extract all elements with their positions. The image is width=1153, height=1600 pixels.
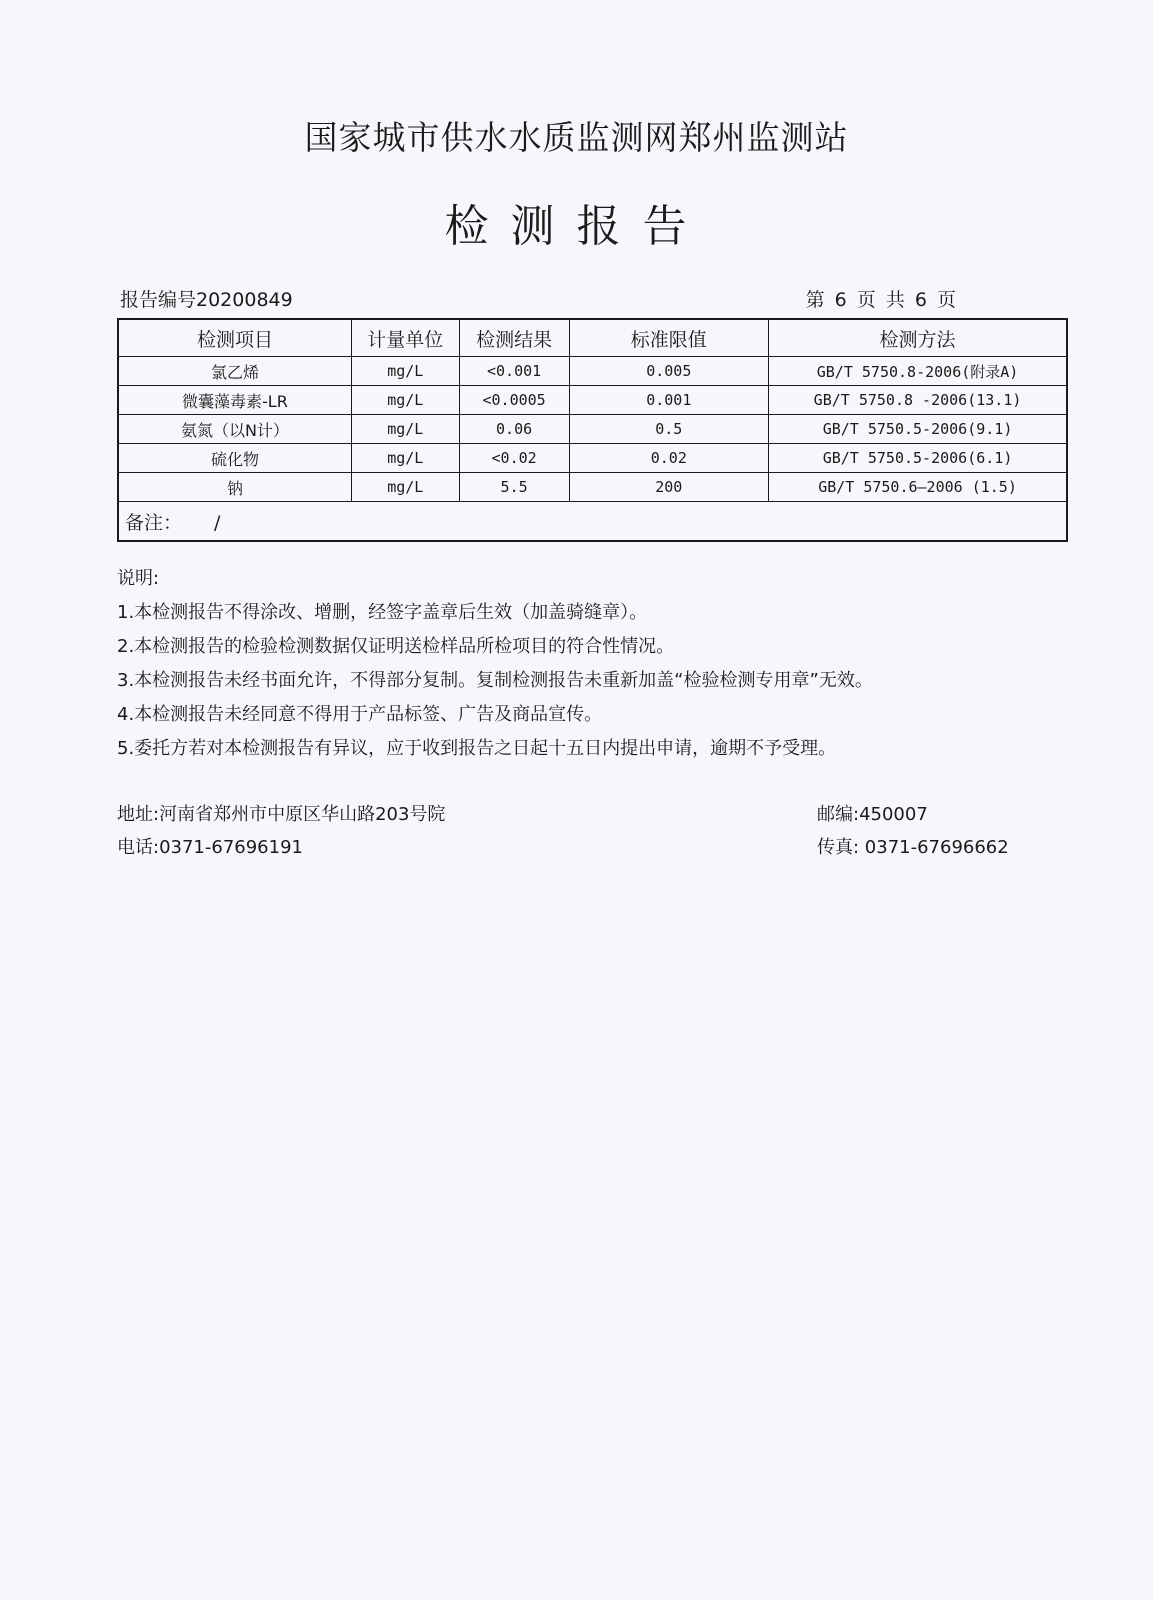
remark-cell — [118, 502, 1067, 542]
notes-section — [117, 562, 1047, 766]
remark-label: 备注： — [125, 511, 183, 534]
contact-line-address — [117, 800, 1032, 826]
cell-limit: 0.001 — [569, 386, 769, 415]
cell-limit: 0.02 — [569, 444, 769, 473]
address-text: 地址:河南省郑州市中原区华山路203号院 — [117, 804, 446, 825]
note-item: 3.本检测报告未经书面允许，不得部分复制。复制检测报告未重新加盖“检验检测专用章”无效。 — [117, 670, 873, 691]
cell-item: 硫化物 — [118, 444, 351, 473]
page-indicator: 第 6 页 共 6 页 — [805, 289, 958, 311]
table-row — [118, 357, 1067, 386]
column-header-method: 检测方法 — [769, 319, 1067, 357]
cell-item: 氨氮（以N计） — [118, 415, 351, 444]
table-header-row — [118, 319, 1067, 357]
cell-method: GB/T 5750.5-2006(6.1) — [769, 444, 1067, 473]
cell-unit: mg/L — [351, 444, 459, 473]
cell-unit: mg/L — [351, 473, 459, 502]
document-title: 检测报告 — [444, 201, 709, 252]
cell-item: 钠 — [118, 473, 351, 502]
cell-result: <0.001 — [459, 357, 569, 386]
column-header-limit: 标准限值 — [569, 319, 769, 357]
remark-value: / — [214, 511, 221, 534]
cell-limit: 0.5 — [569, 415, 769, 444]
notes-title: 说明: — [117, 568, 160, 589]
cell-item: 微囊藻毒素-LR — [118, 386, 351, 415]
cell-result: <0.0005 — [459, 386, 569, 415]
cell-unit: mg/L — [351, 386, 459, 415]
cell-method: GB/T 5750.8 -2006(13.1) — [769, 386, 1067, 415]
column-header-result: 检测结果 — [459, 319, 569, 357]
cell-limit: 0.005 — [569, 357, 769, 386]
report-number: 报告编号20200849 — [120, 289, 293, 311]
cell-unit: mg/L — [351, 357, 459, 386]
postcode-text: 邮编:450007 — [817, 804, 928, 825]
cell-result: <0.02 — [459, 444, 569, 473]
results-table — [117, 318, 1068, 542]
cell-item: 氯乙烯 — [118, 357, 351, 386]
organization-title: 国家城市供水水质监测网郑州监测站 — [304, 118, 849, 157]
column-header-item: 检测项目 — [118, 319, 351, 357]
note-item: 4.本检测报告未经同意不得用于产品标签、广告及商品宣传。 — [117, 704, 603, 725]
cell-method: GB/T 5750.6—2006 (1.5) — [769, 473, 1067, 502]
cell-result: 5.5 — [459, 473, 569, 502]
table-row — [118, 386, 1067, 415]
table-row — [118, 444, 1067, 473]
cell-result: 0.06 — [459, 415, 569, 444]
fax-text: 传真: 0371-67696662 — [817, 837, 1009, 858]
note-item: 2.本检测报告的检验检测数据仅证明送检样品所检项目的符合性情况。 — [117, 636, 675, 657]
note-item: 1.本检测报告不得涂改、增删，经签字盖章后生效（加盖骑缝章）。 — [117, 602, 648, 623]
table-row — [118, 415, 1067, 444]
cell-method: GB/T 5750.5-2006(9.1) — [769, 415, 1067, 444]
phone-text: 电话:0371-67696191 — [117, 837, 303, 858]
column-header-unit: 计量单位 — [351, 319, 459, 357]
cell-unit: mg/L — [351, 415, 459, 444]
remark-row — [118, 502, 1067, 542]
contact-line-phone — [117, 833, 1032, 859]
cell-method: GB/T 5750.8-2006(附录A) — [769, 357, 1067, 386]
table-row — [118, 473, 1067, 502]
note-item: 5.委托方若对本检测报告有异议，应于收到报告之日起十五日内提出申请，逾期不予受理。 — [117, 738, 837, 759]
cell-limit: 200 — [569, 473, 769, 502]
